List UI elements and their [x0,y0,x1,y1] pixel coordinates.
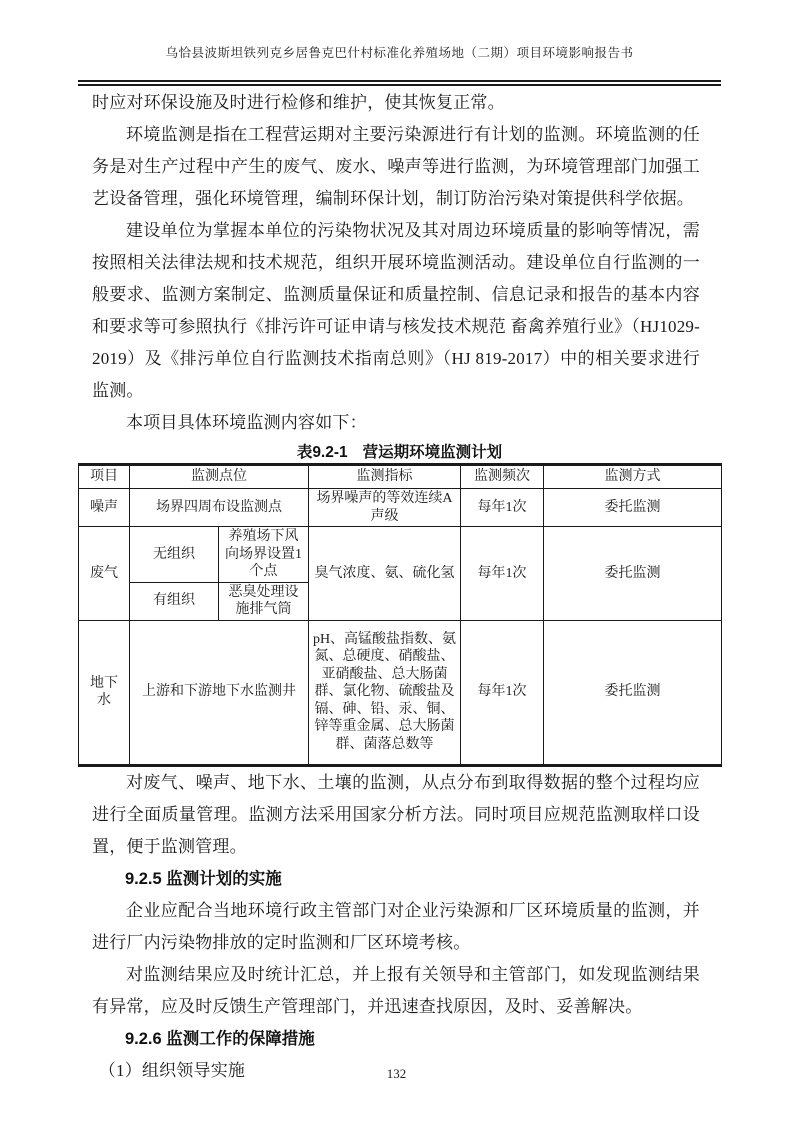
section-heading-9-2-5: 9.2.5 监测计划的实施 [125,869,282,888]
col-header-indicator: 监测指标 [309,465,461,489]
gas-item-cell: 废气 [79,527,130,621]
col-header-item: 项目 [79,465,130,489]
table-row-gas-unorganized [79,527,722,583]
groundwater-item-text: 地下水 [89,675,118,708]
noise-item-cell: 噪声 [79,489,130,527]
noise-location-cell: 场界四周布设监测点 [130,489,309,527]
groundwater-frequency-cell: 每年1次 [461,620,544,765]
body-paragraph-6: 企业应配合当地环境行政主管部门对企业污染源和厂区环境质量的监测，并进行厂内污染物排放的定时监测和厂区环境考核。 [92,900,700,952]
body-paragraph-5: 对废气、噪声、地下水、土壤的监测，从点分布到取得数据的整个过程均应进行全面质量管理。监测方法采用国家分析方法。同时项目应规范监测取样口设置，便于监测管理。 [92,772,700,856]
table-header-row [79,465,722,489]
header-rule [78,80,721,86]
table-row-noise [79,489,722,527]
body-paragraph-7: 对监测结果应及时统计汇总，并上报有关领导和主管部门，如发现监测结果有异常，应及时反馈生产管理部门，并迅速查找原因，及时、妥善解决。 [92,964,700,1016]
monitoring-plan-table [78,463,722,767]
table-caption-title: 营运期环境监测计划 [362,444,503,461]
page-content [78,87,721,1087]
gas-indicator-cell: 臭气浓度、氨、硫化氢 [309,527,461,621]
groundwater-location-cell: 上游和下游地下水监测井 [130,620,309,765]
groundwater-method-cell: 委托监测 [544,620,722,765]
col-header-method: 监测方式 [544,465,722,489]
table-row-groundwater [79,620,722,765]
noise-indicator-cell: 场界噪声的等效连续A声级 [309,489,461,527]
gas-organized-location-cell: 恶臭处理设施排气筒 [219,582,309,620]
noise-frequency-cell: 每年1次 [461,489,544,527]
body-paragraph-8: （1）组织领导实施 [98,1060,246,1080]
table-caption [78,442,721,463]
col-header-location: 监测点位 [130,465,309,489]
col-header-frequency: 监测频次 [461,465,544,489]
noise-method-cell: 委托监测 [544,489,722,527]
body-paragraph-3: 建设单位为掌握本单位的污染物状况及其对周边环境质量的影响等情况，需按照相关法律法规和技术规范，组织开展环境监测活动。建设单位自行监测的一般要求、监测方案制定、监测质量保证和质量控制、信息记录和报告的基本内容和要求等可参照执行《排污许可证申请与核发技术规范 畜禽养殖行业》（HJ1029-2019）及《排污单位自行监测技术指南总则》（HJ 819-2017）中的相关要求进行监测。 [92,221,700,400]
section-heading-9-2-6: 9.2.6 监测工作的保障措施 [125,1029,315,1048]
page-number: 132 [386,1066,407,1081]
groundwater-item-cell [79,620,130,765]
gas-organized-type-cell: 有组织 [130,582,219,620]
table-caption-label: 表9.2-1 [296,444,348,461]
gas-unorganized-type-cell: 无组织 [130,527,219,583]
gas-method-cell: 委托监测 [544,527,722,621]
body-paragraph-1: 时应对环保设施及时进行检修和维护，使其恢复正常。 [92,93,505,112]
running-header: 乌恰县波斯坦铁列克乡居鲁克巴什村标准化养殖场地（二期）项目环境影响报告书 [165,46,634,60]
groundwater-indicator-cell: pH、高锰酸盐指数、氨氮、总硬度、硝酸盐、亚硝酸盐、总大肠菌群、氯化物、硫酸盐及镉、砷、铅、汞、铜、锌等重金属、总大肠菌群、菌落总数等 [309,620,461,765]
gas-unorganized-location-cell: 养殖场下风向场界设置1个点 [219,527,309,583]
body-paragraph-4: 本项目具体环境监测内容如下： [126,413,367,432]
gas-frequency-cell: 每年1次 [461,527,544,621]
body-paragraph-2: 环境监测是指在工程营运期对主要污染源进行有计划的监测。环境监测的任务是对生产过程中产生的废气、废水、噪声等进行监测，为环境管理部门加强工艺设备管理，强化环境管理，编制环保计划，制订防治污染对策提供科学依据。 [92,125,700,208]
